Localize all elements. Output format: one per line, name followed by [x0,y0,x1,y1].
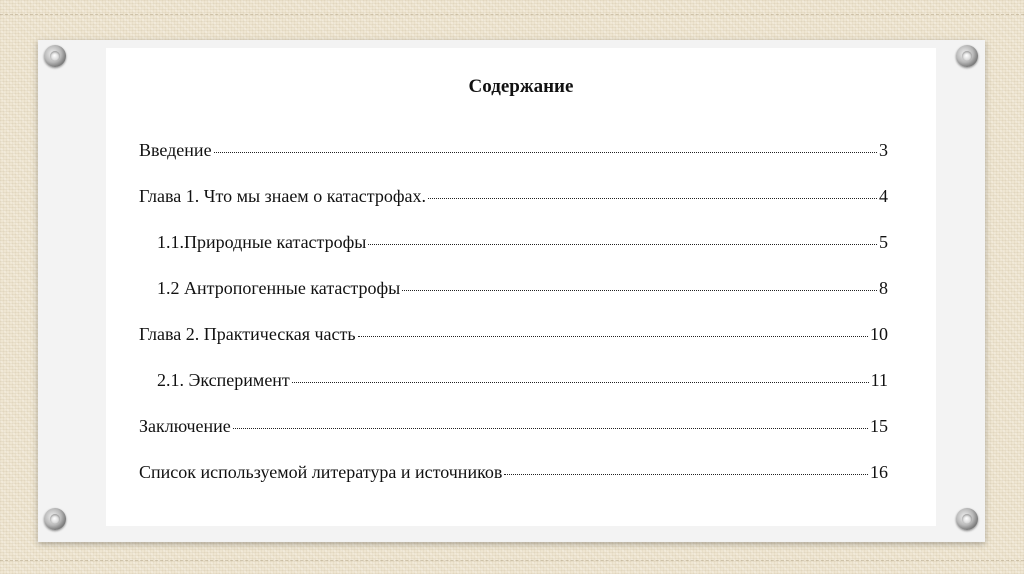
toc-entry-label: 1.2 Антропогенные катастрофы [157,278,401,298]
toc-entry-label: 1.1.Природные катастрофы [157,232,367,252]
toc-entry-page: 3 [879,140,888,160]
grommet-top-left-icon [44,45,66,67]
toc-entry [139,416,888,462]
toc-dot-leader [402,290,877,291]
toc-entry-page: 11 [870,370,888,390]
document-sheet [38,40,985,542]
toc-entry-page: 15 [870,416,888,436]
top-stitch-line [0,14,1024,15]
toc-dot-leader [214,152,877,153]
toc-entry-page: 16 [870,462,888,482]
toc-dot-leader [504,474,868,475]
toc-dot-leader [358,336,868,337]
toc-entry-label: Заключение [139,416,231,436]
toc-entry-label: Список используемой литература и источников [139,462,503,482]
toc-entry [139,140,888,186]
toc-entry-label: Глава 1. Что мы знаем о катастрофах. [139,186,426,206]
toc-dot-leader [292,382,869,383]
toc-entry [139,324,888,370]
document-page [106,48,936,526]
toc-entry-page: 10 [870,324,888,344]
toc-entry [139,232,888,278]
toc-entry-label: 2.1. Эксперимент [157,370,290,390]
grommet-bottom-left-icon [44,508,66,530]
grommet-bottom-right-icon [956,508,978,530]
toc-entry [139,370,888,416]
toc-entry-label: Глава 2. Практическая часть [139,324,356,344]
table-of-contents [139,140,888,508]
grommet-top-right-icon [956,45,978,67]
toc-entry-page: 5 [879,232,888,252]
toc-entry-page: 8 [879,278,888,298]
toc-entry [139,186,888,232]
bottom-stitch-line [0,560,1024,561]
toc-dot-leader [368,244,877,245]
toc-entry [139,462,888,508]
toc-entry-label: Введение [139,140,212,160]
toc-dot-leader [428,198,877,199]
toc-dot-leader [233,428,868,429]
toc-entry-page: 4 [879,186,888,206]
toc-entry [139,278,888,324]
page-title: Содержание [468,76,574,97]
